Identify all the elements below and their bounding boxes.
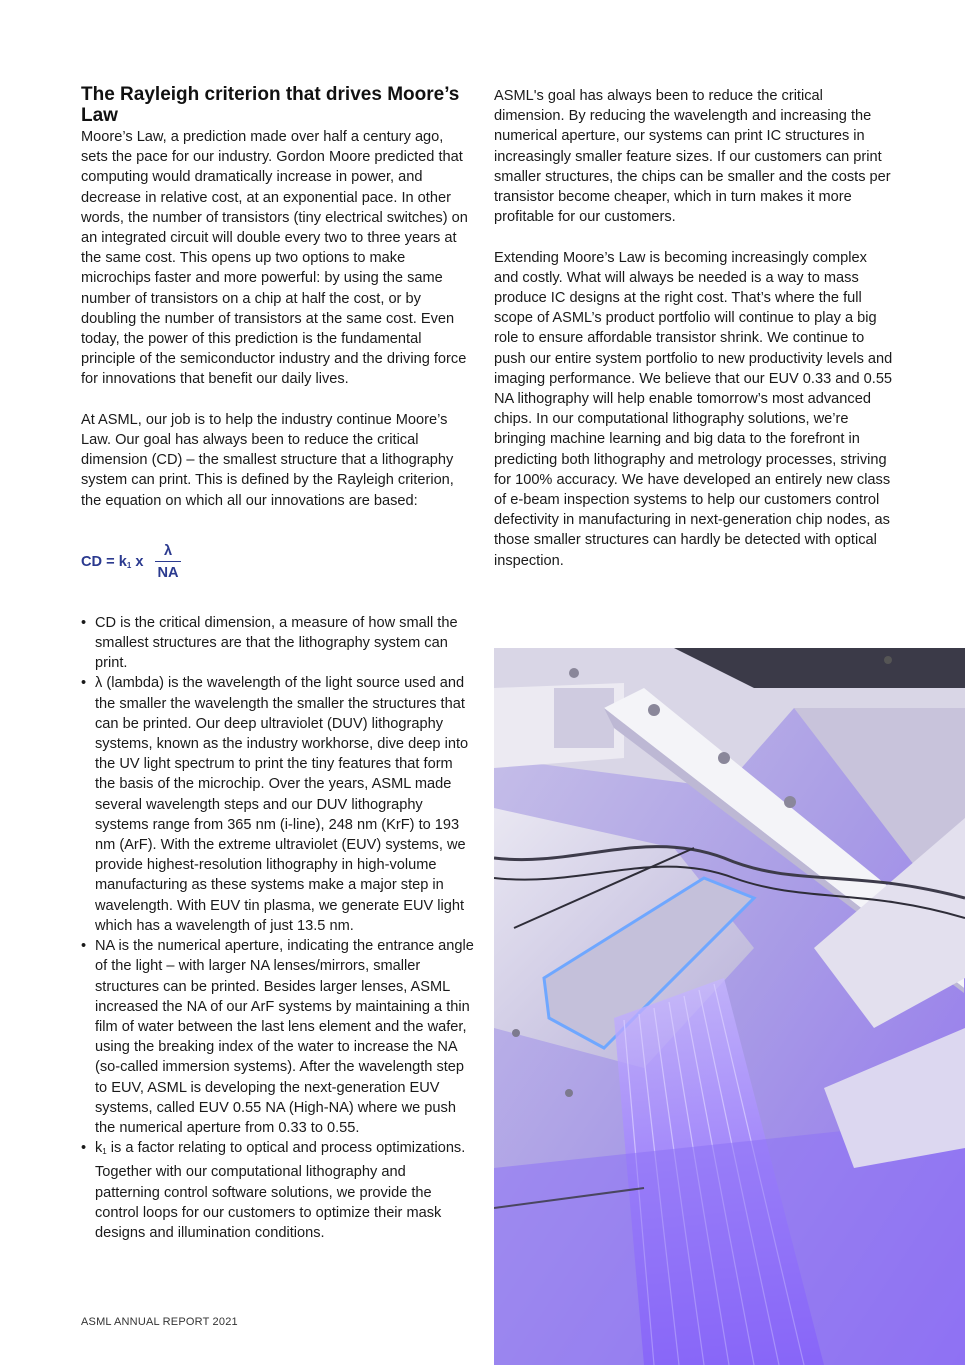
- formula-fraction: [155, 542, 181, 582]
- formula-lhs: [81, 554, 143, 570]
- euv-machine-photo: [494, 648, 965, 1365]
- formula-terms-list: [81, 613, 474, 1243]
- page-footer: ASML ANNUAL REPORT 2021: [81, 1316, 238, 1328]
- section-heading: The Rayleigh criterion that drives Moore’s Law: [81, 84, 460, 126]
- k-description: is a factor relating to optical and process optimizations. Together with our computational lithography and patterning control software solutions, we provide the control loops for our customers to optimize their mask designs and illumination conditions.: [95, 1140, 466, 1241]
- k-subscript: 1: [102, 1147, 107, 1157]
- rayleigh-formula: [81, 542, 474, 587]
- list-item: • CD is the critical dimension, a measure of how small the smallest structures are that the lithography system can print.: [81, 613, 474, 674]
- list-item: • λ (lambda) is the wavelength of the light source used and the smaller the wavelength the smaller the structures that can be printed. Our deep ultraviolet (DUV) lithography systems, known as the industry workhorse, dive deep into the UV light spectrum to print the tiny features that form the basis of the microchip. Over the years, ASML made several wavelength steps and our DUV lithography systems range from 365 nm (i-line), 248 nm (KrF) to 193 nm (ArF). With the extreme ultraviolet (EUV) systems, we provide highest-resolution lithography in high-volume manufacturing as these systems make a major step in wavelength. With EUV tin plasma, we generate EUV light which has a wavelength of just 13.5 nm.: [81, 673, 474, 936]
- fraction-bar: [155, 561, 181, 562]
- formula-operator: x: [131, 553, 144, 570]
- euv-machine-illustration: [494, 648, 965, 1365]
- formula-denominator: NA: [157, 564, 179, 581]
- formula-numerator: λ: [163, 542, 173, 559]
- paragraph-extending-moores-law: Extending Moore’s Law is becoming increasingly complex and costly. What will always be needed is a way to mass produce IC designs at the right cost. That’s where the full scope of ASML’s product portfolio will continue to play a big role to ensure affordable transistor shrink. We continue to push our entire system portfolio to new productivity levels and imaging performance. We believe that our EUV 0.33 and 0.55 NA lithography will help enable tomorrow’s most advanced chips. In our computational lithography solutions, we’re bringing machine learning and big data to the forefront in predicting both lithography and metrology processes, striving for 100% accuracy. We have developed an entirely new class of e-beam inspection systems to help our customers control defectivity in manufacturing in next-generation chip nodes, as those smaller structures can hardly be detected with optical inspection.: [494, 249, 893, 569]
- paragraph-asml-goal: ASML's goal has always been to reduce the critical dimension. By reducing the wavelength and increasing the numerical aperture, our systems can print IC structures in increasingly smaller feature sizes. If our customers can print smaller structures, the chips can be smaller and the costs per transistor become cheaper, which in turn makes it more profitable for our customers.: [494, 88, 891, 226]
- list-item: [81, 1138, 474, 1243]
- paragraph-moores-law: Moore’s Law, a prediction made over half a century ago, sets the pace for our industry. Gordon Moore predicted that computing would dramatically increase in power, and decrease in relative cost, at an exponential pace. In other words, the number of transistors (tiny electrical switches) on an integrated circuit will double every two to three years at the same cost. This opens up two options to make microchips faster and more powerful: by using the same number of transistors on a chip at half the cost, or by doubling the number of transistors at the same cost. Even today, the power of this prediction is the fundamental principle of the semiconductor industry and the driving force for innovations that benefit our daily lives.: [81, 129, 468, 388]
- paragraph-asml-job: At ASML, our job is to help the industry continue Moore’s Law. Our goal has always been to reduce the critical dimension (CD) – the smallest structure that a lithography system can print. This is defined by the Rayleigh criterion, the equation on which all our innovations are based:: [81, 411, 454, 509]
- k-symbol: k: [95, 1140, 103, 1157]
- right-column: [494, 86, 894, 571]
- list-item: • NA is the numerical aperture, indicating the entrance angle of the light – with larger NA lenses/mirrors, smaller structures can be printed. Besides larger lenses, ASML increased the NA of our ArF systems by maintaining a thin film of water between the last lens element and the wafer, using the breaking index of the water to increase the NA (so-called immersion systems). After the wavelength step to EUV, ASML is developing the next-generation EUV systems, called EUV 0.55 NA (High-NA) where we push the numerical aperture from 0.33 to 0.55.: [81, 936, 474, 1138]
- left-column: [81, 84, 474, 1243]
- formula-subscript: 1: [126, 560, 132, 570]
- formula-cd-k: CD = k: [81, 553, 127, 570]
